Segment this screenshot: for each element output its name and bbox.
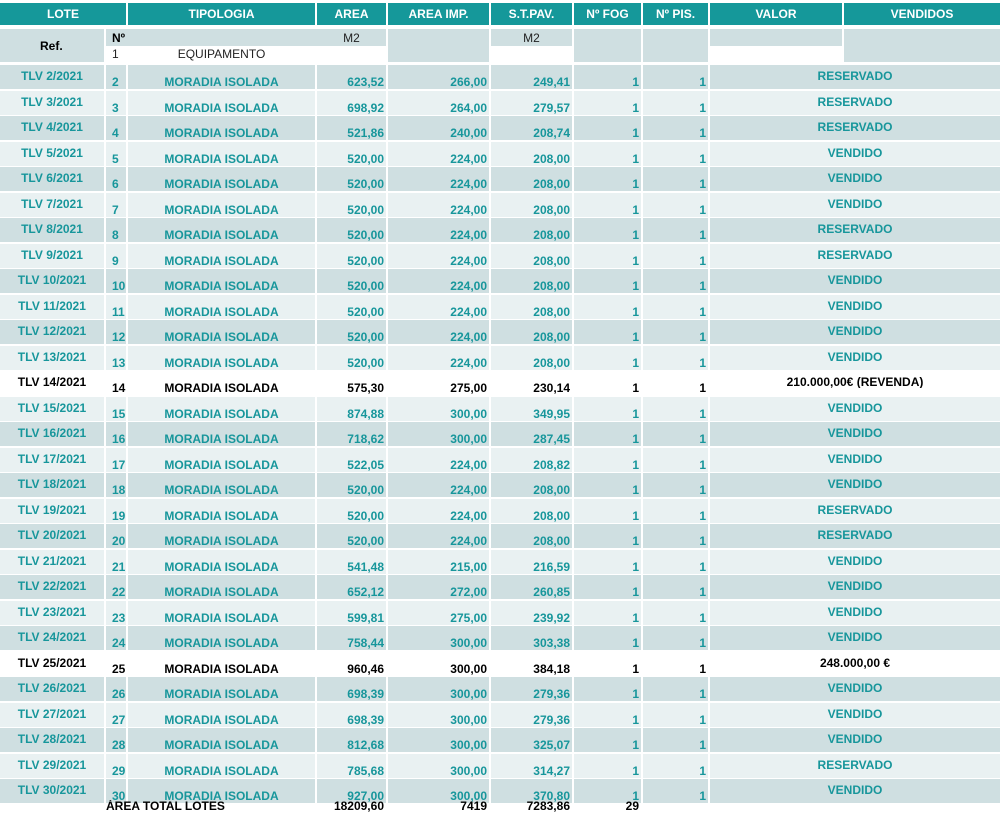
pis-cell: 1 [699, 790, 706, 802]
stpav-cell: 384,18 [533, 662, 570, 675]
stpav-cell: 208,00 [533, 203, 570, 216]
pis-cell: 1 [699, 229, 706, 241]
status-cell: RESERVADO [817, 95, 893, 108]
lote-cell: TLV 3/2021 [21, 95, 83, 108]
area-cell: 575,30 [347, 382, 384, 394]
area-imp-cell: 224,00 [450, 254, 487, 267]
stpav-cell: 208,00 [533, 509, 570, 522]
pis-cell: 1 [699, 484, 706, 496]
area-imp-cell: 275,00 [450, 382, 487, 394]
area-imp-cell: 300,00 [450, 662, 487, 675]
tipologia-cell: MORADIA ISOLADA [164, 637, 279, 649]
area-cell: 698,92 [347, 101, 384, 114]
tipologia-cell: MORADIA ISOLADA [164, 76, 279, 88]
pis-cell: 1 [699, 535, 706, 547]
n-cell: 18 [112, 484, 126, 496]
stpav-cell: 208,00 [533, 331, 570, 343]
lote-cell: TLV 27/2021 [17, 707, 87, 720]
tipologia-cell: MORADIA ISOLADA [164, 509, 279, 522]
stpav-cell: 208,00 [533, 152, 570, 165]
status-cell: VENDIDO [827, 605, 883, 618]
pis-cell: 1 [699, 331, 706, 343]
area-imp-cell: 224,00 [450, 484, 487, 496]
pis-cell: 1 [699, 713, 706, 726]
n-cell: 3 [112, 101, 119, 114]
pis-cell: 1 [699, 356, 706, 369]
lote-cell: TLV 21/2021 [17, 554, 87, 567]
stpav-cell: 249,41 [533, 76, 570, 88]
lote-cell: TLV 28/2021 [17, 733, 87, 745]
status-cell: VENDIDO [827, 554, 883, 567]
stpav-cell: 279,57 [533, 101, 570, 114]
lote-cell: TLV 20/2021 [17, 529, 87, 541]
stpav-cell: 349,95 [533, 407, 570, 420]
fog-cell: 1 [632, 254, 639, 267]
area-cell: 520,00 [347, 280, 384, 292]
fog-cell: 1 [632, 764, 639, 777]
tipologia-cell: MORADIA ISOLADA [164, 331, 279, 343]
lote-cell: TLV 12/2021 [17, 325, 87, 337]
n-cell: 5 [112, 152, 119, 165]
stpav-cell: 260,85 [533, 586, 570, 598]
totals-fog: 29 [625, 800, 639, 812]
first-row-valor [710, 48, 842, 62]
col-header-nfog: Nº FOG [574, 3, 641, 25]
pis-cell: 1 [699, 637, 706, 649]
pis-cell: 1 [699, 688, 706, 700]
n-cell: 4 [112, 127, 119, 139]
stpav-cell: 303,38 [533, 637, 570, 649]
status-cell: VENDIDO [827, 197, 883, 210]
area-imp-cell: 264,00 [450, 101, 487, 114]
n-cell: 27 [112, 713, 126, 726]
area-imp-cell: 300,00 [450, 688, 487, 700]
tipologia-cell: MORADIA ISOLADA [164, 152, 279, 165]
area-imp-cell: 224,00 [450, 458, 487, 471]
fog-cell: 1 [632, 535, 639, 547]
n-cell: 9 [112, 254, 119, 267]
fog-cell: 1 [632, 790, 639, 802]
area-imp-cell: 300,00 [450, 764, 487, 777]
status-cell: VENDIDO [827, 146, 883, 159]
stpav-cell: 325,07 [533, 739, 570, 751]
fog-cell: 1 [632, 280, 639, 292]
status-cell: VENDIDO [827, 172, 883, 184]
area-imp-cell: 224,00 [450, 229, 487, 241]
fog-cell: 1 [632, 356, 639, 369]
col-header-lote: LOTE [0, 3, 126, 25]
totals-area: 18209,60 [333, 800, 384, 812]
lote-cell: TLV 5/2021 [21, 146, 83, 159]
area-imp-cell: 266,00 [450, 76, 487, 88]
first-row-stpav [491, 48, 572, 62]
status-cell: VENDIDO [827, 478, 883, 490]
tipologia-cell: MORADIA ISOLADA [164, 484, 279, 496]
area-cell: 599,81 [347, 611, 384, 624]
fog-cell: 1 [632, 433, 639, 445]
fog-cell: 1 [632, 713, 639, 726]
area-imp-cell: 240,00 [450, 127, 487, 139]
status-cell: RESERVADO [817, 758, 893, 771]
npis-unit-cell [643, 29, 708, 62]
status-cell: VENDIDO [827, 350, 883, 363]
pis-cell: 1 [699, 433, 706, 445]
stpav-cell: 208,00 [533, 229, 570, 241]
fog-cell: 1 [632, 382, 639, 394]
tipologia-cell: MORADIA ISOLADA [164, 688, 279, 700]
area-cell: 812,68 [347, 739, 384, 751]
lote-cell: TLV 9/2021 [21, 248, 83, 261]
first-row-tipologia: EQUIPAMENTO [128, 48, 315, 62]
area-cell: 520,00 [347, 356, 384, 369]
col-header-area: AREA [317, 3, 386, 25]
n-cell: 15 [112, 407, 126, 420]
n-cell: 22 [112, 586, 126, 598]
lote-cell: TLV 18/2021 [17, 478, 87, 490]
tipologia-cell: MORADIA ISOLADA [164, 280, 279, 292]
area-imp-cell: 224,00 [450, 356, 487, 369]
n-cell: 10 [112, 280, 126, 292]
lote-cell: TLV 10/2021 [17, 274, 87, 286]
lote-cell: TLV 8/2021 [21, 223, 83, 235]
n-cell: 12 [112, 331, 126, 343]
lote-cell: TLV 15/2021 [17, 401, 87, 414]
stpav-cell: 208,74 [533, 127, 570, 139]
tipologia-cell: MORADIA ISOLADA [164, 203, 279, 216]
area-unit: M2 [317, 29, 386, 46]
n-cell: 17 [112, 458, 126, 471]
n-cell: 2 [112, 76, 119, 88]
first-row-area [317, 48, 386, 62]
n-cell: 29 [112, 764, 126, 777]
area-cell: 652,12 [347, 586, 384, 598]
tipologia-cell: MORADIA ISOLADA [164, 764, 279, 777]
stpav-cell: 208,00 [533, 535, 570, 547]
area-cell: 520,00 [347, 535, 384, 547]
stpav-cell: 314,27 [533, 764, 570, 777]
tipologia-cell: MORADIA ISOLADA [164, 178, 279, 190]
lote-cell: TLV 23/2021 [17, 605, 87, 618]
lote-cell: TLV 26/2021 [17, 682, 87, 694]
fog-cell: 1 [632, 127, 639, 139]
area-cell: 874,88 [347, 407, 384, 420]
n-cell: 28 [112, 739, 126, 751]
area-cell: 541,48 [347, 560, 384, 573]
pis-cell: 1 [699, 305, 706, 318]
area-imp-cell: 300,00 [450, 407, 487, 420]
area-cell: 520,00 [347, 254, 384, 267]
area-cell: 520,00 [347, 152, 384, 165]
fog-cell: 1 [632, 611, 639, 624]
fog-cell: 1 [632, 305, 639, 318]
area-cell: 520,00 [347, 331, 384, 343]
n-cell: 11 [112, 305, 125, 318]
status-cell: 210.000,00€ (REVENDA) [786, 376, 924, 388]
tipologia-cell: MORADIA ISOLADA [164, 229, 279, 241]
area-imp-cell: 300,00 [450, 433, 487, 445]
area-cell: 521,86 [347, 127, 384, 139]
col-header-vendidos: VENDIDOS [844, 3, 1000, 25]
col-header-valor: VALOR [710, 3, 842, 25]
tipologia-cell: MORADIA ISOLADA [164, 739, 279, 751]
status-cell: VENDIDO [827, 274, 883, 286]
n-cell: 14 [112, 382, 126, 394]
stpav-cell: 287,45 [533, 433, 570, 445]
n-cell: 26 [112, 688, 126, 700]
area-imp-cell: 275,00 [450, 611, 487, 624]
status-cell: VENDIDO [827, 452, 883, 465]
area-cell: 785,68 [347, 764, 384, 777]
area-imp-cell: 224,00 [450, 152, 487, 165]
status-cell: 248.000,00 € [819, 656, 891, 669]
status-cell: VENDIDO [827, 325, 883, 337]
pis-cell: 1 [699, 152, 706, 165]
lote-cell: TLV 17/2021 [17, 452, 87, 465]
nfog-unit-cell [574, 29, 641, 62]
tipologia-cell: MORADIA ISOLADA [164, 305, 279, 318]
pis-cell: 1 [699, 254, 706, 267]
n-cell: 13 [112, 356, 126, 369]
area-cell: 520,00 [347, 203, 384, 216]
stpav-cell: 370,80 [533, 790, 570, 802]
lote-cell: TLV 22/2021 [17, 580, 87, 592]
pis-cell: 1 [699, 586, 706, 598]
fog-cell: 1 [632, 560, 639, 573]
tipologia-cell: MORADIA ISOLADA [164, 560, 279, 573]
area-imp-cell: 224,00 [450, 509, 487, 522]
pis-cell: 1 [699, 662, 706, 675]
n-cell: 8 [112, 229, 119, 241]
fog-cell: 1 [632, 76, 639, 88]
lote-cell: TLV 7/2021 [21, 197, 83, 210]
status-cell: VENDIDO [827, 707, 883, 720]
tipologia-cell: MORADIA ISOLADA [164, 101, 279, 114]
fog-cell: 1 [632, 203, 639, 216]
status-cell: VENDIDO [827, 682, 883, 694]
pis-cell: 1 [699, 127, 706, 139]
lote-cell: TLV 13/2021 [17, 350, 87, 363]
pis-cell: 1 [699, 382, 706, 394]
area-cell: 520,00 [347, 509, 384, 522]
totals-label: ÁREA TOTAL LOTES [106, 800, 225, 812]
status-cell: RESERVADO [817, 529, 893, 541]
pis-cell: 1 [699, 203, 706, 216]
status-cell: VENDIDO [827, 631, 883, 643]
lote-cell: TLV 6/2021 [21, 172, 83, 184]
lote-cell: TLV 19/2021 [17, 503, 87, 516]
area-cell: 718,62 [347, 433, 384, 445]
fog-cell: 1 [632, 586, 639, 598]
status-cell: VENDIDO [827, 299, 883, 312]
fog-cell: 1 [632, 152, 639, 165]
n-cell: 23 [112, 611, 126, 624]
n-cell: 30 [112, 790, 126, 802]
pis-cell: 1 [699, 764, 706, 777]
n-cell: 25 [112, 662, 126, 675]
n-cell: 20 [112, 535, 126, 547]
area-imp-cell: 224,00 [450, 331, 487, 343]
valor-unit-cell [710, 29, 842, 46]
col-header-tipologia: TIPOLOGIA [128, 3, 315, 25]
area-cell: 698,39 [347, 688, 384, 700]
status-cell: VENDIDO [827, 733, 883, 745]
pis-cell: 1 [699, 458, 706, 471]
stpav-cell: 208,00 [533, 280, 570, 292]
pis-cell: 1 [699, 560, 706, 573]
area-imp-cell: 224,00 [450, 178, 487, 190]
fog-cell: 1 [632, 331, 639, 343]
tipologia-cell: MORADIA ISOLADA [164, 535, 279, 547]
pis-cell: 1 [699, 178, 706, 190]
area-imp-cell: 272,00 [450, 586, 487, 598]
n-cell: 21 [112, 560, 126, 573]
status-cell: VENDIDO [827, 784, 883, 796]
area-imp-cell: 224,00 [450, 280, 487, 292]
area-imp-cell: 224,00 [450, 305, 487, 318]
totals-area-imp: 7419 [460, 800, 487, 812]
tipologia-cell: MORADIA ISOLADA [164, 611, 279, 624]
area-cell: 520,00 [347, 229, 384, 241]
area-cell: 522,05 [347, 458, 384, 471]
lote-cell: TLV 14/2021 [17, 376, 87, 388]
stpav-cell: 230,14 [533, 382, 570, 394]
vendidos-unit-cell [844, 29, 1000, 62]
lote-cell: TLV 29/2021 [17, 758, 87, 771]
lote-cell: TLV 4/2021 [21, 121, 83, 133]
stpav-cell: 208,00 [533, 305, 570, 318]
area-imp-cell: 300,00 [450, 739, 487, 751]
fog-cell: 1 [632, 458, 639, 471]
area-imp-cell: 224,00 [450, 203, 487, 216]
pis-cell: 1 [699, 280, 706, 292]
ref-label: Ref. [40, 40, 63, 52]
status-cell: VENDIDO [827, 401, 883, 414]
area-cell: 960,46 [347, 662, 384, 675]
n-cell: 19 [112, 509, 126, 522]
fog-cell: 1 [632, 229, 639, 241]
pis-cell: 1 [699, 611, 706, 624]
fog-cell: 1 [632, 178, 639, 190]
fog-cell: 1 [632, 509, 639, 522]
area-cell: 758,44 [347, 637, 384, 649]
status-cell: RESERVADO [817, 503, 893, 516]
area-cell: 698,39 [347, 713, 384, 726]
status-cell: VENDIDO [827, 580, 883, 592]
fog-cell: 1 [632, 662, 639, 675]
area-cell: 623,52 [347, 76, 384, 88]
totals-stpav: 7283,86 [526, 800, 570, 812]
status-cell: RESERVADO [817, 121, 893, 133]
fog-cell: 1 [632, 484, 639, 496]
first-row-n: 1 [106, 48, 126, 62]
stpav-cell: 279,36 [533, 688, 570, 700]
tipologia-cell: MORADIA ISOLADA [164, 382, 279, 394]
fog-cell: 1 [632, 688, 639, 700]
n-label: Nº [112, 32, 126, 44]
tipologia-cell: MORADIA ISOLADA [164, 407, 279, 420]
tipologia-cell: MORADIA ISOLADA [164, 127, 279, 139]
tipologia-cell: MORADIA ISOLADA [164, 458, 279, 471]
lote-cell: TLV 16/2021 [17, 427, 87, 439]
stpav-cell: 208,00 [533, 178, 570, 190]
n-cell: 6 [112, 178, 119, 190]
stpav-cell: 239,92 [533, 611, 570, 624]
fog-cell: 1 [632, 407, 639, 420]
area-imp-cell: 300,00 [450, 713, 487, 726]
tipologia-cell: MORADIA ISOLADA [164, 356, 279, 369]
area-cell: 520,00 [347, 178, 384, 190]
stpav-cell: 208,00 [533, 254, 570, 267]
status-cell: RESERVADO [817, 223, 893, 235]
status-cell: RESERVADO [817, 248, 893, 261]
fog-cell: 1 [632, 637, 639, 649]
area-imp-cell: 300,00 [450, 790, 487, 802]
lote-cell: TLV 30/2021 [17, 784, 87, 796]
area-cell: 520,00 [347, 484, 384, 496]
stpav-cell: 208,00 [533, 484, 570, 496]
tipologia-cell: MORADIA ISOLADA [164, 254, 279, 267]
n-cell: 7 [112, 203, 119, 216]
area-cell: 927,00 [347, 790, 384, 802]
col-header-area-imp: AREA IMP. [388, 3, 489, 25]
tipologia-cell: MORADIA ISOLADA [164, 790, 279, 802]
area-imp-cell: 300,00 [450, 637, 487, 649]
stpav-cell: 208,82 [533, 458, 570, 471]
tipologia-cell: MORADIA ISOLADA [164, 586, 279, 598]
tipologia-cell: MORADIA ISOLADA [164, 713, 279, 726]
area-imp-cell: 224,00 [450, 535, 487, 547]
fog-cell: 1 [632, 101, 639, 114]
lote-cell: TLV 2/2021 [21, 70, 83, 82]
lote-cell: TLV 25/2021 [17, 656, 87, 669]
pis-cell: 1 [699, 509, 706, 522]
n-cell: 16 [112, 433, 126, 445]
fog-cell: 1 [632, 739, 639, 751]
lote-cell: TLV 24/2021 [17, 631, 87, 643]
tipologia-cell: MORADIA ISOLADA [164, 433, 279, 445]
stpav-unit: M2 [491, 29, 572, 46]
col-header-stpav: S.T.PAV. [491, 3, 572, 25]
area-imp-cell: 215,00 [450, 560, 487, 573]
stpav-cell: 279,36 [533, 713, 570, 726]
n-cell: 24 [112, 637, 126, 649]
area-cell: 520,00 [347, 305, 384, 318]
area-imp-unit-cell [388, 29, 489, 62]
tipologia-cell: MORADIA ISOLADA [164, 662, 279, 675]
pis-cell: 1 [699, 101, 706, 114]
stpav-cell: 216,59 [533, 560, 570, 573]
stpav-cell: 208,00 [533, 356, 570, 369]
status-cell: RESERVADO [817, 70, 893, 82]
lote-cell: TLV 11/2021 [18, 299, 86, 312]
status-cell: VENDIDO [827, 427, 883, 439]
pis-cell: 1 [699, 76, 706, 88]
col-header-npis: Nº PIS. [643, 3, 708, 25]
pis-cell: 1 [699, 739, 706, 751]
pis-cell: 1 [699, 407, 706, 420]
